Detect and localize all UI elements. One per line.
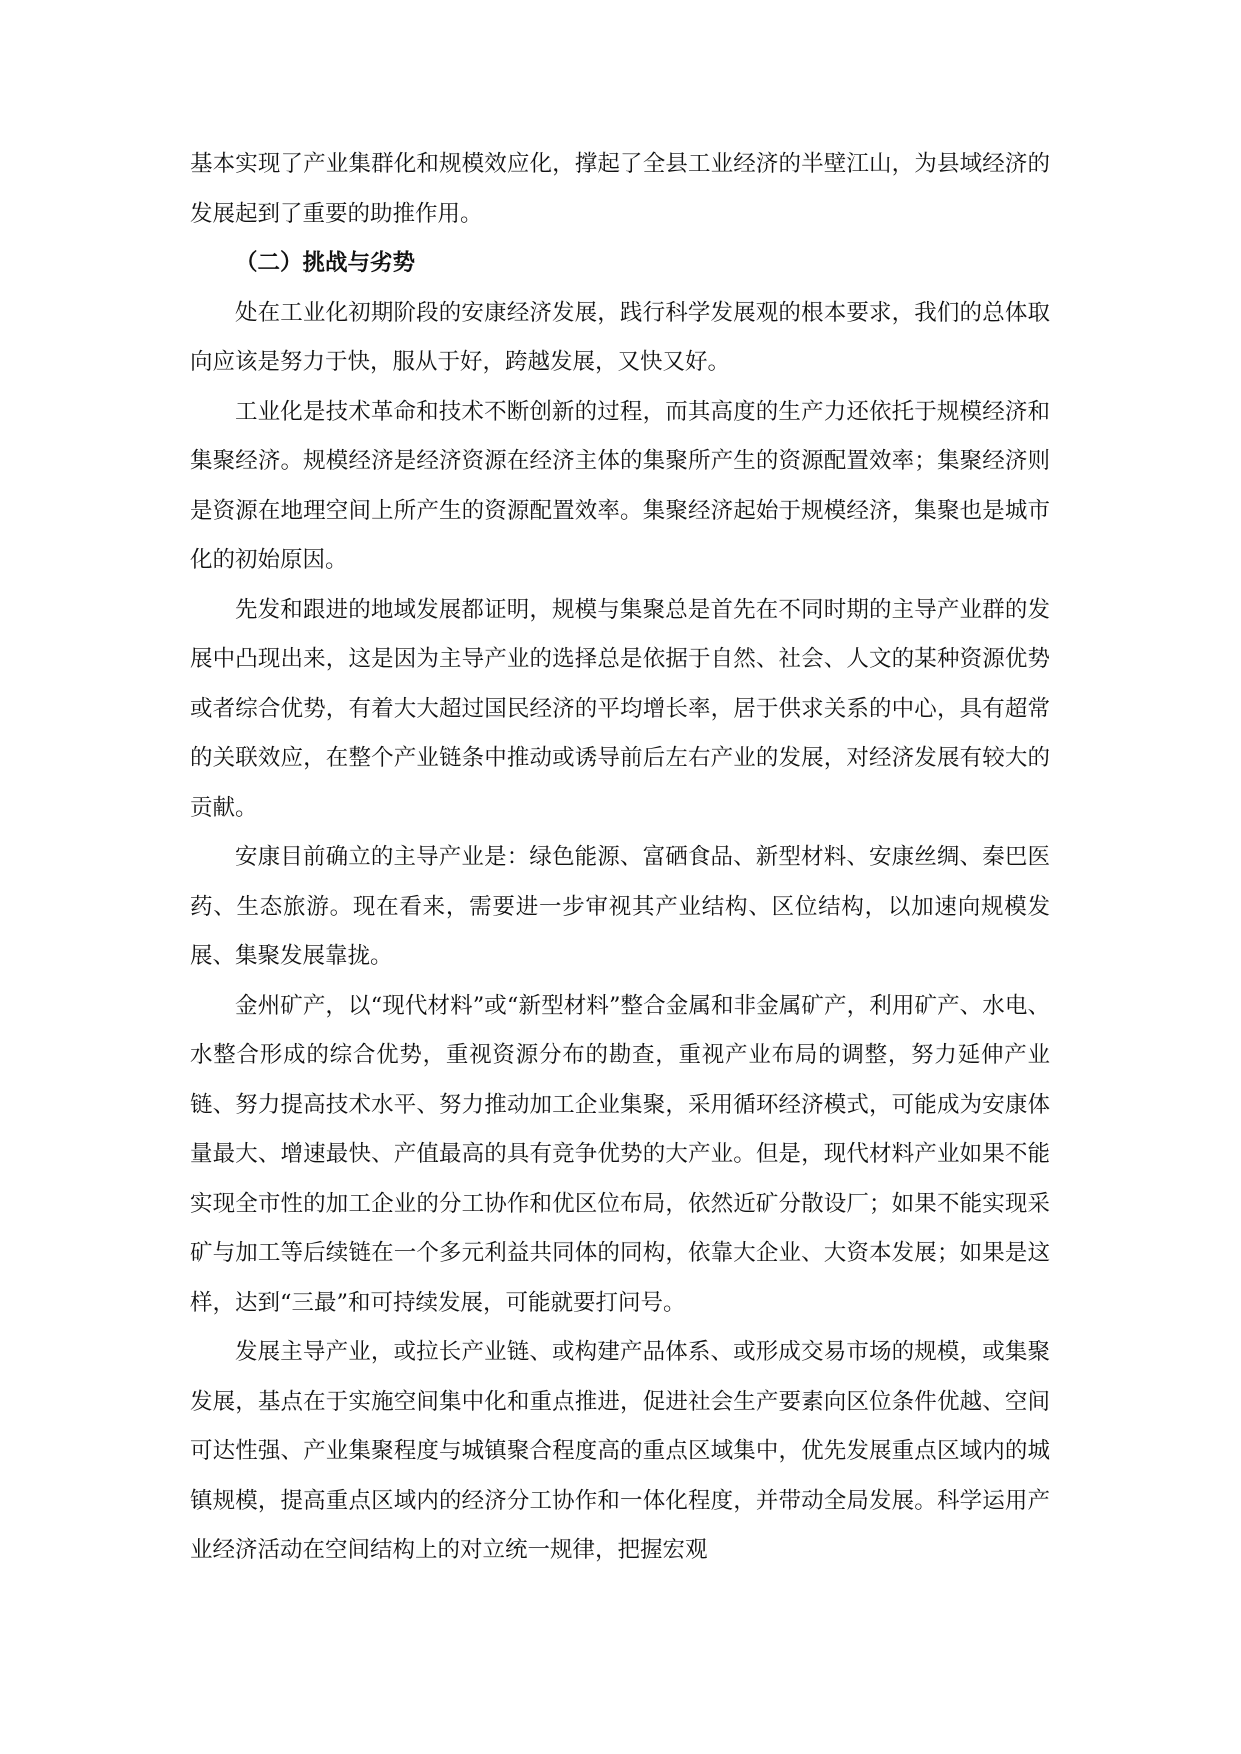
paragraph-continuation: 基本实现了产业集群化和规模效应化，撑起了全县工业经济的半壁江山，为县域经济的发展起到了重要的助推作用。 (190, 151, 1050, 227)
paragraph: 发展主导产业，或拉长产业链、或构建产品体系、或形成交易市场的规模，或集聚发展，基点在于实施空间集中化和重点推进，促进社会生产要素向区位条件优越、空间可达性强、产业集聚程度与城镇聚合程度高的重点区域集中，优先发展重点区域内的城镇规模，提高重点区域内的经济分工协作和一体化程度，并带动全局发展。科学运用产业经济活动在空间结构上的对立统一规律，把握宏观 (190, 1339, 1050, 1563)
paragraph: 先发和跟进的地域发展都证明，规模与集聚总是首先在不同时期的主导产业群的发展中凸现出来，这是因为主导产业的选择总是依据于自然、社会、人文的某种资源优势或者综合优势，有着大大超过国民经济的平均增长率，居于供求关系的中心，具有超常的关联效应，在整个产业链条中推动或诱导前后左右产业的发展，对经济发展有较大的贡献。 (190, 596, 1050, 821)
document-body (190, 140, 1050, 1576)
section-heading: （二）挑战与劣势 (235, 250, 416, 276)
paragraph: 金州矿产，以“现代材料”或“新型材料”整合金属和非金属矿产，利用矿产、水电、水整合形成的综合优势，重视资源分布的勘查，重视产业布局的调整，努力延伸产业链、努力提高技术水平、努力推动加工企业集聚，采用循环经济模式，可能成为安康体量最大、增速最快、产值最高的具有竞争优势的大产业。但是，现代材料产业如果不能实现全市性的加工企业的分工协作和优区位布局，依然近矿分散设厂；如果不能实现采矿与加工等后续链在一个多元利益共同体的同构，依靠大企业、大资本发展；如果是这样，达到“三最”和可持续发展，可能就要打问号。 (190, 992, 1050, 1316)
paragraph: 工业化是技术革命和技术不断创新的过程，而其高度的生产力还依托于规模经济和集聚经济。规模经济是经济资源在经济主体的集聚所产生的资源配置效率；集聚经济则是资源在地理空间上所产生的资源配置效率。集聚经济起始于规模经济，集聚也是城市化的初始原因。 (190, 398, 1050, 573)
paragraph: 安康目前确立的主导产业是：绿色能源、富硒食品、新型材料、安康丝绸、秦巴医药、生态旅游。现在看来，需要进一步审视其产业结构、区位结构，以加速向规模发展、集聚发展靠拢。 (190, 844, 1050, 969)
paragraph: 处在工业化初期阶段的安康经济发展，践行科学发展观的根本要求，我们的总体取向应该是努力于快，服从于好，跨越发展，又快又好。 (190, 299, 1050, 375)
